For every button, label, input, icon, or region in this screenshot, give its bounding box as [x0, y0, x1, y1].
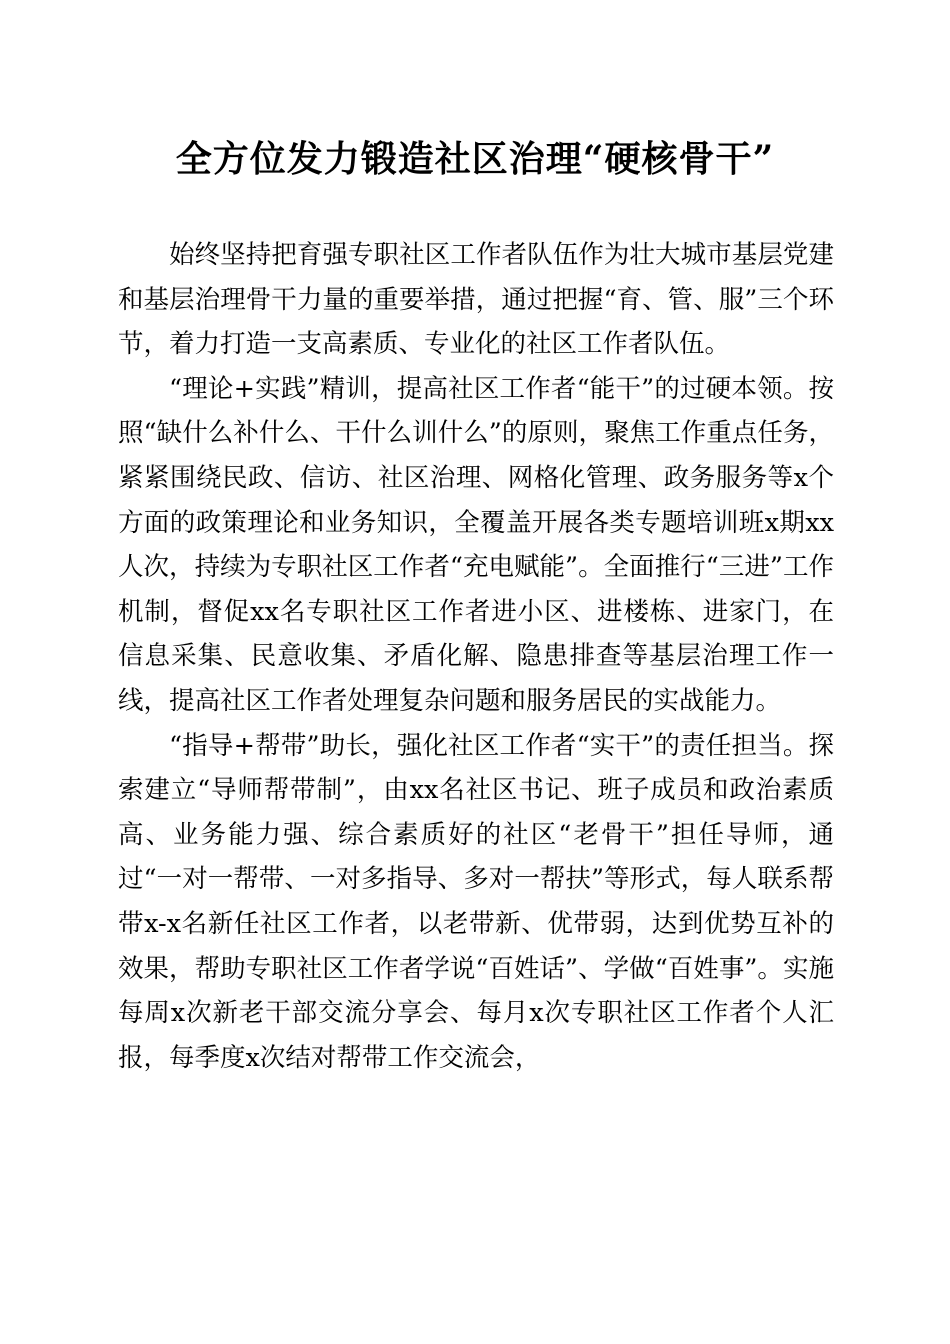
paragraph-intro: 始终坚持把育强专职社区工作者队伍作为壮大城市基层党建和基层治理骨干力量的重要举措，通过把握“育、管、服”三个环节，着力打造一支高素质、专业化的社区工作者队伍。: [118, 240, 834, 360]
paragraph-mentoring: “指导+帮带”助长，强化社区工作者“实干”的责任担当。探索建立“导师帮带制”，由xx名社区书记、班子成员和政治素质高、业务能力强、综合素质好的社区“老骨干”担任导师，通过“一对一帮带、一对多指导、多对一帮扶”等形式，每人联系帮带x-x名新任社区工作者，以老带新、优带弱，达到优势互补的效果，帮助专职社区工作者学说“百姓话”、学做“百姓事”。实施每周x次新老干部交流分享会、每月x次专职社区工作者个人汇报，每季度x次结对帮带工作交流会，: [118, 730, 834, 1073]
paragraph-training: “理论+实践”精训，提高社区工作者“能干”的过硬本领。按照“缺什么补什么、干什么训什么”的原则，聚焦工作重点任务，紧紧围绕民政、信访、社区治理、网格化管理、政务服务等x个方面的政策理论和业务知识，全覆盖开展各类专题培训班x期xx人次，持续为专职社区工作者“充电赋能”。全面推行“三进”工作机制，督促xx名专职社区工作者进小区、进楼栋、进家门，在信息采集、民意收集、矛盾化解、隐患排查等基层治理工作一线，提高社区工作者处理复杂问题和服务居民的实战能力。: [118, 373, 834, 716]
document-title: 全方位发力锻造社区治理“硬核骨干”: [175, 138, 775, 180]
document-body: [118, 233, 834, 1080]
